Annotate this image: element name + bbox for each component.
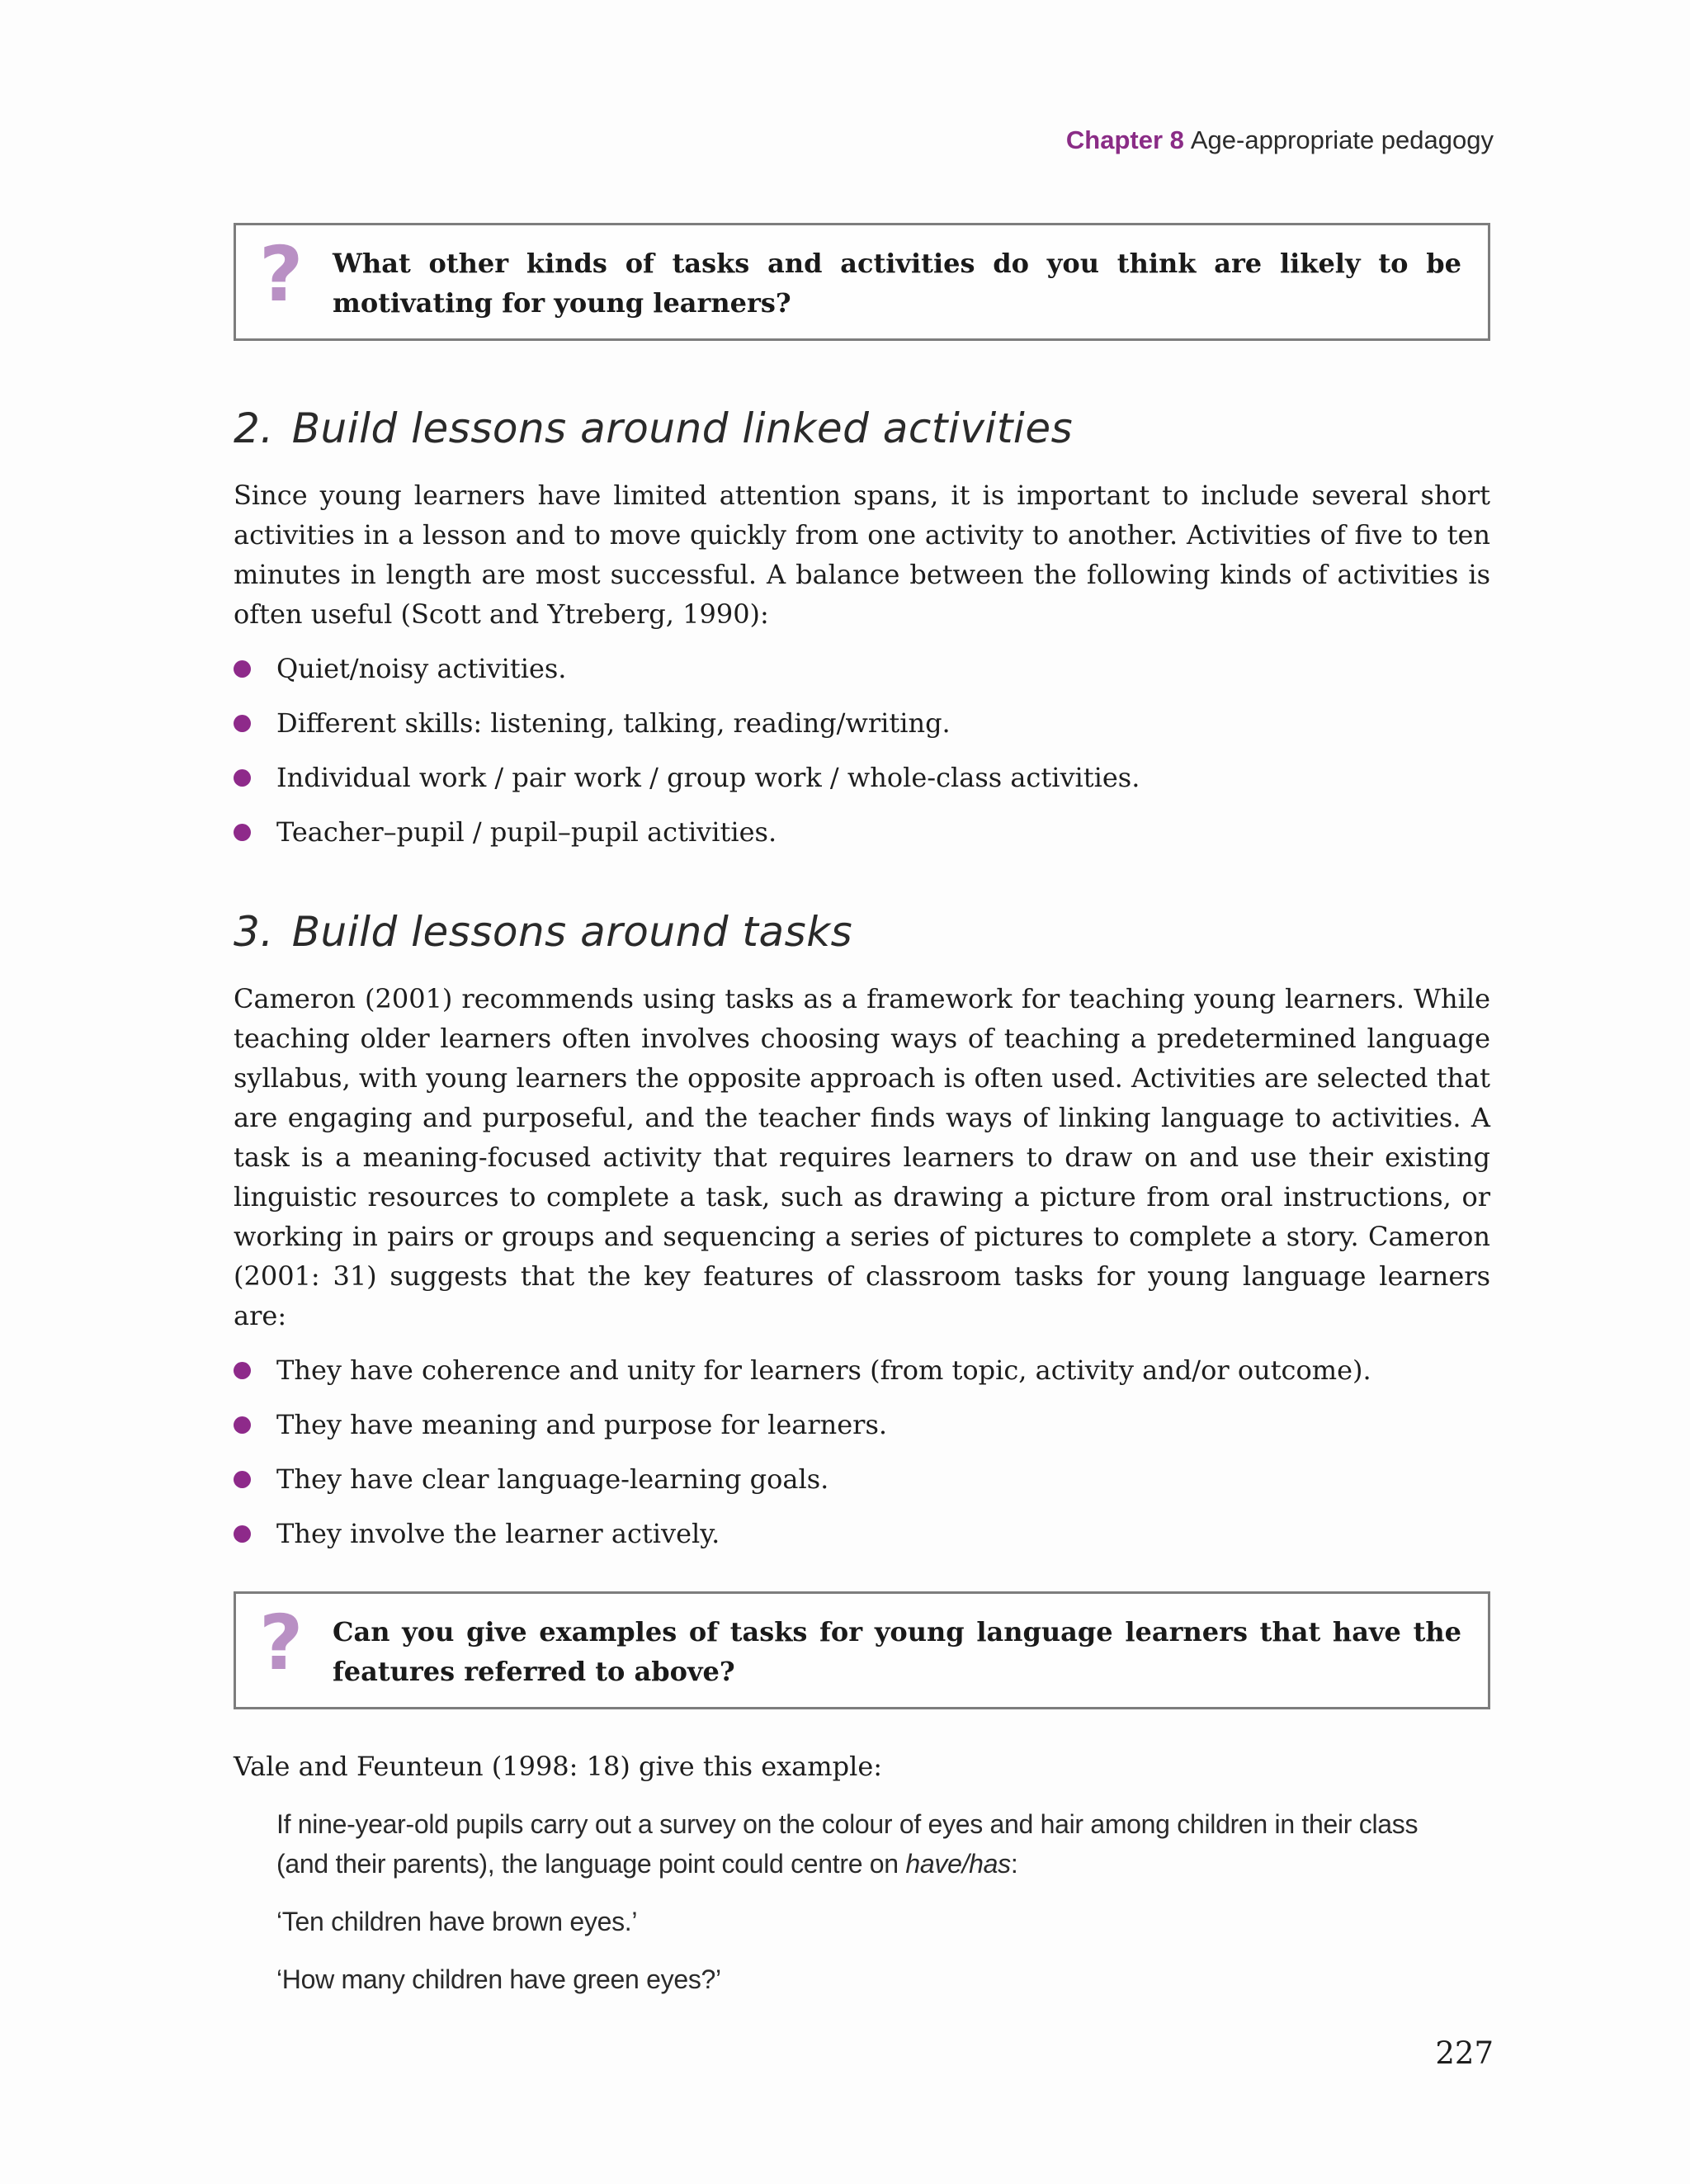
list-item-text: Different skills: listening, talking, reading/writing.: [276, 707, 951, 739]
list-item: [234, 758, 1140, 812]
bullet-icon: [234, 769, 251, 787]
bullet-icon: [234, 1362, 251, 1379]
list-item-text: Teacher–pupil / pupil–pupil activities.: [276, 816, 777, 848]
list-item: [234, 812, 1140, 867]
reflection-question-text: Can you give examples of tasks for young language learners that have the features referred to above?: [333, 1616, 1461, 1687]
bullet-icon: [234, 1471, 251, 1488]
list-item-text: They have clear language-learning goals.: [276, 1463, 829, 1495]
list-item-text: They involve the learner actively.: [276, 1518, 720, 1549]
example-quote: [276, 1804, 1473, 1884]
list-item-text: Individual work / pair work / group work / whole-class activities.: [276, 762, 1140, 793]
bullet-icon: [234, 824, 251, 841]
body-paragraph: Cameron (2001) recommends using tasks as a framework for teaching young learners. While teaching older learners often involves choosing ways of teaching a predetermined language syllabus, with young learners the opposite approach is often used. Activities are selected that are engaging and purposeful, and the teacher finds ways of linking language to activities. A task is a meaning-focused activity that requires learners to draw on and use their existing linguistic resources to complete a task, such as drawing a picture from oral instructions, or working in pairs or groups and sequencing a series of pictures to complete a story. Cameron (2001: 31) suggests that the key features of classroom tasks for young language learners are:: [234, 983, 1490, 1331]
question-mark-icon: ?: [259, 230, 304, 319]
section-number: 3.: [234, 908, 274, 956]
list-item-text: Quiet/noisy activities.: [276, 653, 567, 684]
running-header: [1066, 125, 1494, 155]
example-line: ‘How many children have green eyes?’: [276, 1964, 721, 1994]
reflection-question-box: [234, 223, 1490, 341]
list-item: [234, 703, 1140, 758]
example-intro: Vale and Feunteun (1998: 18) give this example:: [234, 1751, 883, 1782]
bullet-icon: [234, 660, 251, 678]
bullet-list: [234, 649, 1140, 867]
example-line: ‘Ten children have brown eyes.’: [276, 1907, 638, 1936]
list-item: [234, 649, 1140, 703]
bullet-list: [234, 1350, 1371, 1568]
bullet-icon: [234, 1416, 251, 1434]
reflection-question-text: What other kinds of tasks and activities do you think are likely to be motivating for young learners?: [333, 248, 1461, 319]
book-page: [234, 0, 1494, 2184]
bullet-icon: [234, 1525, 251, 1543]
section-heading: [234, 404, 1073, 452]
chapter-title: Age-appropriate pedagogy: [1190, 125, 1494, 154]
list-item-text: They have coherence and unity for learners (from topic, activity and/or outcome).: [276, 1354, 1371, 1386]
list-item: [234, 1405, 1371, 1459]
body-paragraph: Since young learners have limited attention spans, it is important to include several short activities in a lesson and to move quickly from one activity to another. Activities of five to ten minutes in length are most successful. A balance between the following kinds of activities is often useful (Scott and Ytreberg, 1990):: [234, 480, 1490, 630]
list-item-text: They have meaning and purpose for learners.: [276, 1409, 888, 1440]
page-number: 227: [1435, 2035, 1494, 2071]
section-heading: [234, 908, 852, 956]
section-title: Build lessons around tasks: [291, 908, 853, 956]
list-item: [234, 1514, 1371, 1568]
quote-emphasis: have/has: [905, 1849, 1011, 1879]
quote-colon: :: [1010, 1849, 1018, 1879]
list-item: [234, 1350, 1371, 1405]
question-mark-icon: ?: [259, 1599, 304, 1687]
section-number: 2.: [234, 404, 274, 452]
quote-text: If nine-year-old pupils carry out a survey on the colour of eyes and hair among children in their class (and their parents), the language point could centre on: [276, 1809, 1419, 1879]
bullet-icon: [234, 715, 251, 732]
reflection-question-box: [234, 1591, 1490, 1709]
section-title: Build lessons around linked activities: [291, 404, 1074, 452]
list-item: [234, 1459, 1371, 1514]
chapter-label: Chapter 8: [1065, 125, 1184, 154]
